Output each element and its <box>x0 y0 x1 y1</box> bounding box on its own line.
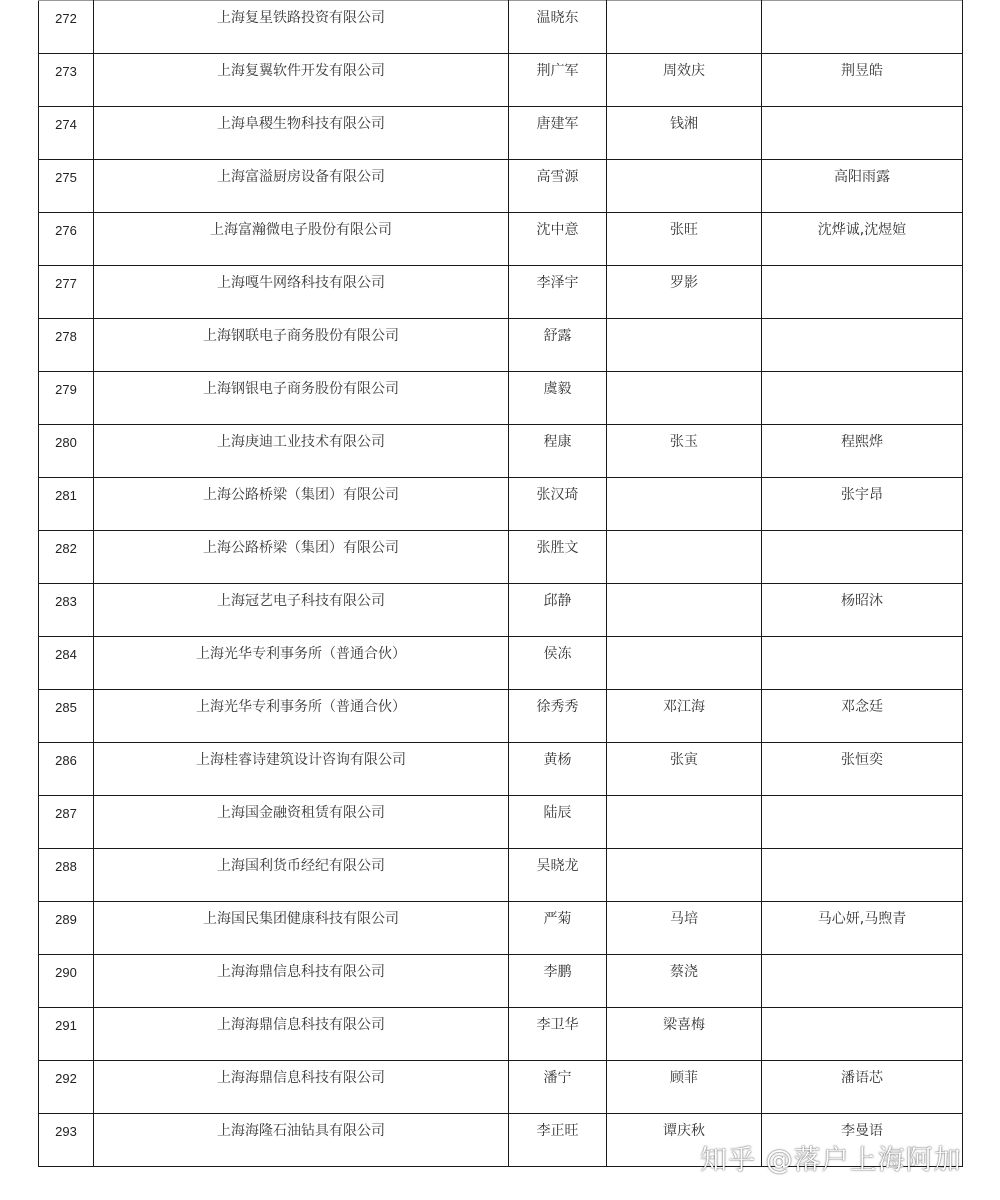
person-children <box>762 107 963 160</box>
person-primary: 张胜文 <box>509 531 607 584</box>
table-row <box>39 372 963 425</box>
row-number: 285 <box>39 690 94 743</box>
person-primary: 潘宁 <box>509 1061 607 1114</box>
company-name: 上海嘎牛网络科技有限公司 <box>94 266 509 319</box>
person-children: 程熙烨 <box>762 425 963 478</box>
person-children <box>762 1008 963 1061</box>
person-secondary <box>607 160 762 213</box>
table-row <box>39 743 963 796</box>
person-primary: 唐建军 <box>509 107 607 160</box>
company-name: 上海国民集团健康科技有限公司 <box>94 902 509 955</box>
company-name: 上海国金融资租赁有限公司 <box>94 796 509 849</box>
person-primary: 黄杨 <box>509 743 607 796</box>
table-row <box>39 478 963 531</box>
company-name: 上海光华专利事务所（普通合伙） <box>94 637 509 690</box>
row-number: 275 <box>39 160 94 213</box>
row-number: 292 <box>39 1061 94 1114</box>
person-secondary: 谭庆秋 <box>607 1114 762 1167</box>
person-primary: 张汉琦 <box>509 478 607 531</box>
person-children <box>762 1 963 54</box>
person-primary: 李鹏 <box>509 955 607 1008</box>
person-children: 张恒奕 <box>762 743 963 796</box>
person-secondary: 周效庆 <box>607 54 762 107</box>
person-primary: 李正旺 <box>509 1114 607 1167</box>
person-secondary: 张玉 <box>607 425 762 478</box>
company-name: 上海富溢厨房设备有限公司 <box>94 160 509 213</box>
table-row <box>39 796 963 849</box>
person-secondary <box>607 796 762 849</box>
person-secondary <box>607 531 762 584</box>
person-primary: 高雪源 <box>509 160 607 213</box>
person-secondary <box>607 584 762 637</box>
person-primary: 吴晓龙 <box>509 849 607 902</box>
row-number: 288 <box>39 849 94 902</box>
company-name: 上海钢联电子商务股份有限公司 <box>94 319 509 372</box>
company-name: 上海公路桥梁（集团）有限公司 <box>94 531 509 584</box>
person-primary: 沈中意 <box>509 213 607 266</box>
person-primary: 程康 <box>509 425 607 478</box>
table-row <box>39 160 963 213</box>
row-number: 281 <box>39 478 94 531</box>
company-name: 上海钢银电子商务股份有限公司 <box>94 372 509 425</box>
person-children: 张宇昂 <box>762 478 963 531</box>
row-number: 273 <box>39 54 94 107</box>
roster-table <box>38 0 963 1167</box>
person-secondary <box>607 319 762 372</box>
company-name: 上海海鼎信息科技有限公司 <box>94 1061 509 1114</box>
row-number: 272 <box>39 1 94 54</box>
person-children: 李曼语 <box>762 1114 963 1167</box>
company-name: 上海海鼎信息科技有限公司 <box>94 955 509 1008</box>
company-name: 上海庚迪工业技术有限公司 <box>94 425 509 478</box>
row-number: 280 <box>39 425 94 478</box>
company-name: 上海复翼软件开发有限公司 <box>94 54 509 107</box>
row-number: 276 <box>39 213 94 266</box>
person-secondary: 张旺 <box>607 213 762 266</box>
row-number: 290 <box>39 955 94 1008</box>
company-name: 上海阜稷生物科技有限公司 <box>94 107 509 160</box>
person-children <box>762 319 963 372</box>
person-primary: 邱静 <box>509 584 607 637</box>
person-children: 潘语芯 <box>762 1061 963 1114</box>
row-number: 279 <box>39 372 94 425</box>
roster-sheet <box>38 0 962 1182</box>
person-primary: 荆广军 <box>509 54 607 107</box>
person-children <box>762 372 963 425</box>
person-children <box>762 531 963 584</box>
company-name: 上海桂睿诗建筑设计咨询有限公司 <box>94 743 509 796</box>
row-number: 293 <box>39 1114 94 1167</box>
person-secondary: 梁喜梅 <box>607 1008 762 1061</box>
company-name: 上海光华专利事务所（普通合伙） <box>94 690 509 743</box>
person-primary: 陆辰 <box>509 796 607 849</box>
person-secondary: 马培 <box>607 902 762 955</box>
person-primary: 虞毅 <box>509 372 607 425</box>
table-row <box>39 849 963 902</box>
person-secondary <box>607 637 762 690</box>
person-secondary: 张寅 <box>607 743 762 796</box>
person-primary: 温晓东 <box>509 1 607 54</box>
person-secondary: 邓江海 <box>607 690 762 743</box>
row-number: 283 <box>39 584 94 637</box>
person-children <box>762 796 963 849</box>
table-row <box>39 690 963 743</box>
person-secondary <box>607 849 762 902</box>
person-children: 邓念廷 <box>762 690 963 743</box>
table-row <box>39 531 963 584</box>
table-row <box>39 319 963 372</box>
person-primary: 舒露 <box>509 319 607 372</box>
person-secondary: 顾菲 <box>607 1061 762 1114</box>
person-children <box>762 266 963 319</box>
row-number: 286 <box>39 743 94 796</box>
person-children: 沈烨诚,沈煜媗 <box>762 213 963 266</box>
table-row <box>39 584 963 637</box>
person-children <box>762 637 963 690</box>
person-children <box>762 849 963 902</box>
person-primary: 李泽宇 <box>509 266 607 319</box>
person-secondary: 钱湘 <box>607 107 762 160</box>
row-number: 287 <box>39 796 94 849</box>
company-name: 上海富瀚微电子股份有限公司 <box>94 213 509 266</box>
row-number: 282 <box>39 531 94 584</box>
person-secondary: 蔡浇 <box>607 955 762 1008</box>
table-row <box>39 107 963 160</box>
person-secondary: 罗影 <box>607 266 762 319</box>
table-row <box>39 955 963 1008</box>
row-number: 278 <box>39 319 94 372</box>
person-children: 杨昭沐 <box>762 584 963 637</box>
table-row <box>39 213 963 266</box>
company-name: 上海海隆石油钻具有限公司 <box>94 1114 509 1167</box>
person-children: 荆昱皓 <box>762 54 963 107</box>
table-row <box>39 266 963 319</box>
person-children <box>762 955 963 1008</box>
row-number: 289 <box>39 902 94 955</box>
company-name: 上海国利货币经纪有限公司 <box>94 849 509 902</box>
person-secondary <box>607 372 762 425</box>
person-primary: 李卫华 <box>509 1008 607 1061</box>
row-number: 274 <box>39 107 94 160</box>
table-row <box>39 637 963 690</box>
row-number: 284 <box>39 637 94 690</box>
person-children: 高阳雨露 <box>762 160 963 213</box>
person-children: 马心妍,马煦青 <box>762 902 963 955</box>
person-primary: 徐秀秀 <box>509 690 607 743</box>
person-primary: 侯冻 <box>509 637 607 690</box>
table-row <box>39 1061 963 1114</box>
person-primary: 严菊 <box>509 902 607 955</box>
watermark: 知乎 @落户上海阿加 <box>700 1145 962 1176</box>
company-name: 上海海鼎信息科技有限公司 <box>94 1008 509 1061</box>
table-row <box>39 1008 963 1061</box>
company-name: 上海复星铁路投资有限公司 <box>94 1 509 54</box>
company-name: 上海冠艺电子科技有限公司 <box>94 584 509 637</box>
table-row <box>39 425 963 478</box>
table-row <box>39 902 963 955</box>
row-number: 277 <box>39 266 94 319</box>
person-secondary <box>607 478 762 531</box>
table-row <box>39 54 963 107</box>
row-number: 291 <box>39 1008 94 1061</box>
table-row <box>39 1 963 54</box>
person-secondary <box>607 1 762 54</box>
company-name: 上海公路桥梁（集团）有限公司 <box>94 478 509 531</box>
